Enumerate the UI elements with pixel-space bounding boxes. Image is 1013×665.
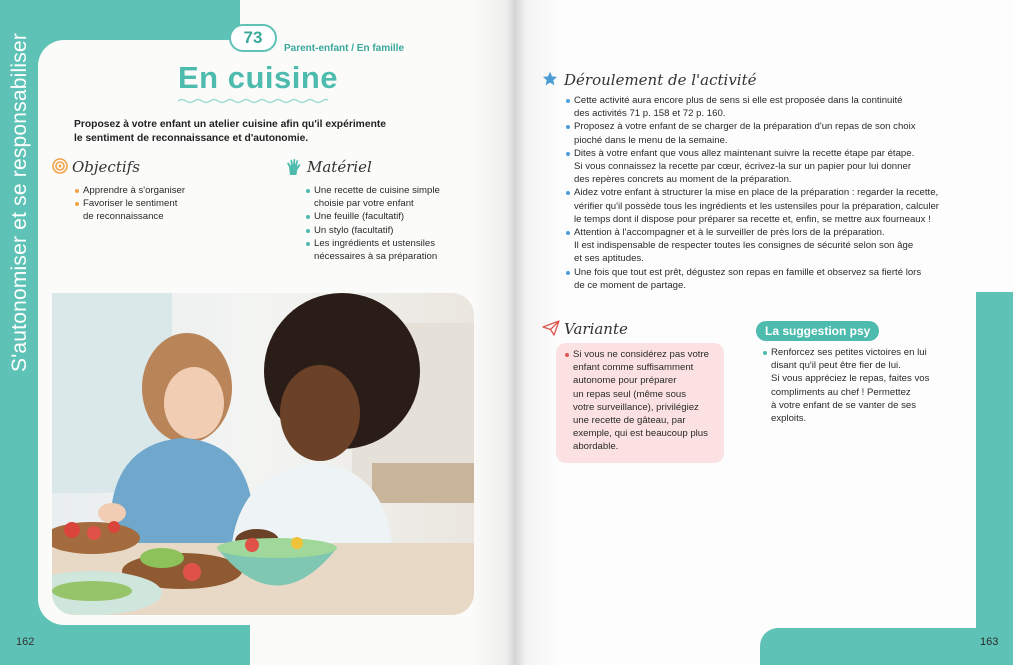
suggestion-list bbox=[762, 346, 952, 425]
star-icon bbox=[542, 71, 558, 87]
intro-text: Proposez à votre enfant un atelier cuisine afin qu'il expérimente le sentiment de reconnaissance et d'autonomie. bbox=[74, 119, 387, 144]
chapter-title: S'autonomiser et se responsabiliser bbox=[8, 32, 31, 372]
list-item: Cette activité aura encore plus de sens si elle est proposée dans la continuité des activités 71 p. 158 et 72 p. 160. bbox=[565, 94, 995, 120]
list-item: Une recette de cuisine simple choisie par votre enfant bbox=[305, 184, 465, 210]
list-item: Renforcez ses petites victoires en lui disant qu'il peut être fier de lui. Si vous appréciez le repas, faites vos compliments au chef ! Permettez à votre enfant de se vanter de ses exploits. bbox=[762, 346, 952, 425]
right-page bbox=[508, 0, 1013, 665]
list-item: Si vous ne considérez pas votre enfant comme suffisamment autonome pour préparer un repas seul (même sous votre surveillance), privilégiez une recette de gâteau, par exemple, qui est beaucoup plus abordable. bbox=[564, 348, 724, 454]
variante-list bbox=[564, 348, 724, 454]
page-number: 162 bbox=[16, 636, 35, 648]
deroulement-list bbox=[565, 94, 995, 292]
deroulement-heading: Déroulement de l'activité bbox=[564, 71, 757, 89]
list-item: Favoriser le sentiment bbox=[74, 197, 224, 210]
page-title: En cuisine bbox=[178, 60, 339, 95]
list-item: Aidez votre enfant à structurer la mise en place de la préparation : regarder la recette, vérifier qu'il possède tous les ingrédients et les ustensiles pour la préparation, calculer le temps dont il dispose pour préparer sa recette et, enfin, se mettre aux fourneaux ! bbox=[565, 186, 995, 226]
suggestion-psy-label: La suggestion psy bbox=[756, 321, 879, 341]
variante-heading: Variante bbox=[564, 320, 628, 338]
teal-frame bbox=[760, 628, 1013, 665]
materiel-list bbox=[305, 184, 465, 263]
cooking-photo bbox=[52, 293, 474, 615]
hand-icon bbox=[285, 158, 303, 176]
target-icon bbox=[52, 158, 68, 174]
list-item: Un stylo (facultatif) bbox=[305, 224, 465, 237]
category-label: Parent-enfant / En famille bbox=[284, 43, 405, 54]
activity-number-badge: 73 bbox=[229, 24, 277, 52]
paper-plane-icon bbox=[542, 320, 560, 336]
list-item: Apprendre à s'organiser bbox=[74, 184, 224, 197]
materiel-heading: Matériel bbox=[307, 158, 372, 176]
list-item: Attention à l'accompagner et à le surveiller de près lors de la préparation. Il est indispensable de respecter toutes les consignes de sécurité selon son âge et ses aptitudes. bbox=[565, 226, 995, 266]
list-item: Dites à votre enfant que vous allez maintenant suivre la recette étape par étape. Si vous connaissez la recette par cœur, écrivez-la sur un papier pour lui donner des repères concrets au moment de la préparation. bbox=[565, 147, 995, 187]
list-item: Une feuille (facultatif) bbox=[305, 210, 465, 223]
page-number: 163 bbox=[980, 636, 999, 648]
title-underline bbox=[178, 98, 328, 104]
list-item: de reconnaissance bbox=[83, 211, 164, 223]
list-item: Les ingrédients et ustensiles nécessaires à sa préparation bbox=[305, 237, 465, 263]
objectifs-list bbox=[74, 184, 224, 224]
list-item: Une fois que tout est prêt, dégustez son repas en famille et observez sa fierté lors de ce moment de partage. bbox=[565, 266, 995, 292]
list-item: Proposez à votre enfant de se charger de la préparation d'un repas de son choix pioché dans le menu de la semaine. bbox=[565, 120, 995, 146]
objectifs-heading: Objectifs bbox=[72, 158, 140, 176]
